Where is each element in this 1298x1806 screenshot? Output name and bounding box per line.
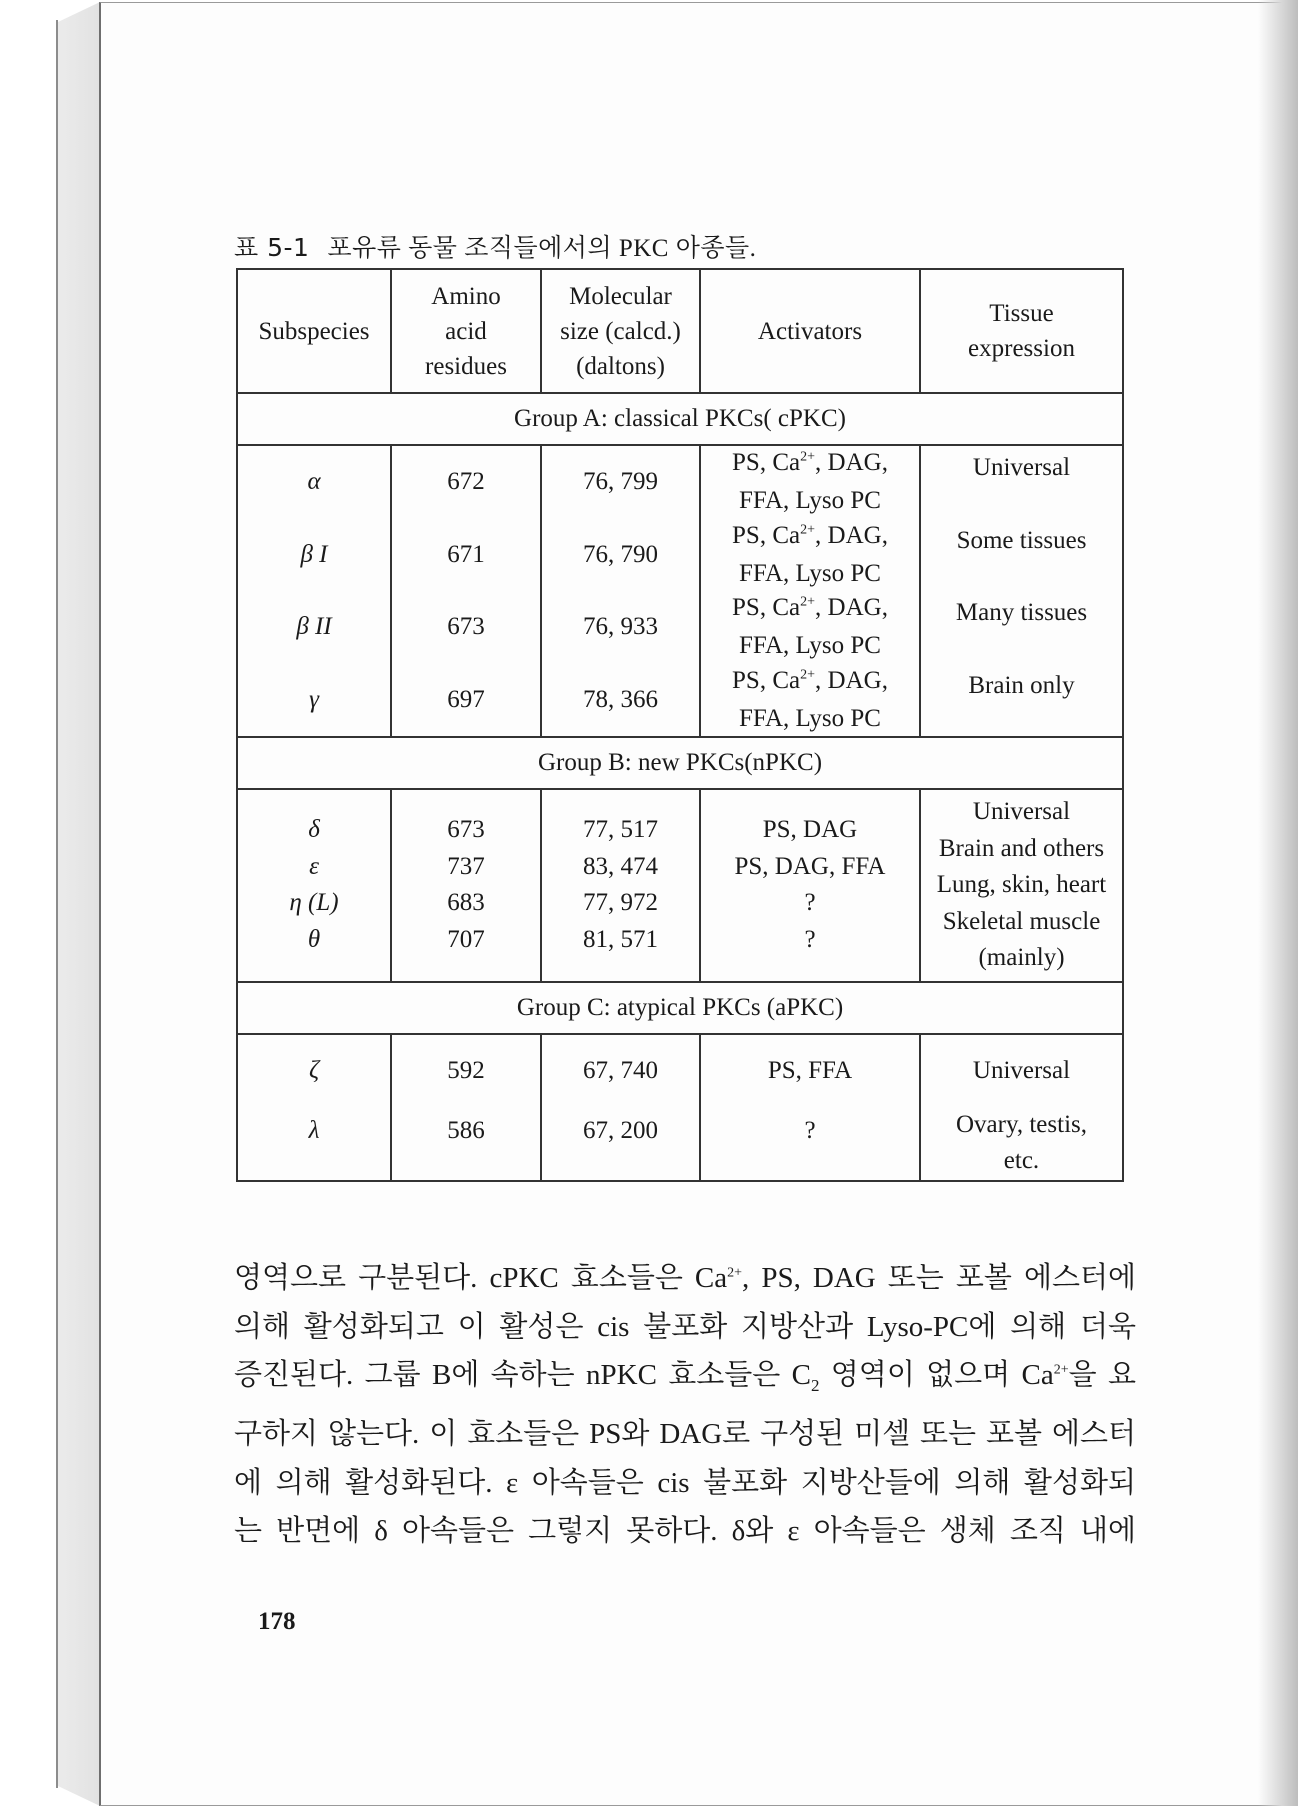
group-a-subspecies: α β I β II γ	[237, 445, 391, 737]
group-b-label: Group B: new PKCs(nPKC)	[237, 737, 1123, 789]
group-c-size: 67, 740 67, 200	[541, 1034, 700, 1181]
book-spine-edge	[56, 20, 58, 1788]
group-b-size: 77, 517 83, 474 77, 972 81, 571	[541, 789, 700, 982]
body-line-3: 증진된다. 그룹 B에 속하는 nPKC 효소들은 $C_2$ 영역이 없으며 $Ca^{2+}$을 요	[234, 1359, 1136, 1395]
body-paragraph	[234, 1254, 1136, 1556]
group-a-amino: 672 671 673 697	[391, 445, 541, 737]
header-molecular: Molecular size (calcd.) (daltons)	[541, 269, 700, 393]
group-a-data	[237, 445, 1123, 737]
header-tissue: Tissue expression	[920, 269, 1123, 393]
pkc-table	[236, 268, 1124, 1182]
group-c-label: Group C: atypical PKCs (aPKC)	[237, 982, 1123, 1034]
page-edge-shadow	[1258, 0, 1298, 1806]
group-b-data	[237, 789, 1123, 982]
caption-title: 포유류 동물 조직들에서의 PKC 아종들.	[327, 235, 757, 262]
group-c-row	[237, 982, 1123, 1034]
book-spine	[0, 0, 100, 1806]
group-b-subspecies: δ ε η (L) θ	[237, 789, 391, 982]
group-c-amino: 592 586	[391, 1034, 541, 1181]
group-a-row	[237, 393, 1123, 445]
body-line-4: 구하지 않는다. 이 효소들은 PS와 DAG로 구성된 미셀 또는 포볼 에스터	[234, 1418, 1136, 1451]
group-a-tissue: Universal Some tissues Many tissues Brain only	[920, 445, 1123, 737]
group-b-row	[237, 737, 1123, 789]
header-row	[237, 269, 1123, 393]
body-line-2: 의해 활성화되고 이 활성은 cis 불포화 지방산과 Lyso-PC에 의해 더욱	[234, 1310, 1136, 1343]
body-line-5: 에 의해 활성화된다. ε 아속들은 cis 불포화 지방산들에 의해 활성화되	[234, 1466, 1136, 1499]
body-line-1: 영역으로 구분된다. cPKC 효소들은 $Ca^{2+}$, PS, DAG 또는 포볼 에스터에	[234, 1262, 1137, 1294]
group-c-data	[237, 1034, 1123, 1181]
group-b-activators: PS, DAG PS, DAG, FFA ? ?	[700, 789, 920, 982]
group-c-subspecies: ζ λ	[237, 1034, 391, 1181]
group-a-activators: PS, $Ca^{2+}$, DAG, FFA, Lyso PC PS, $Ca^{2+}$, DAG, FFA, Lyso PC PS, $Ca^{2+}$, DAG, FFA, Lyso PC PS, $Ca^{2+}$, DAG, FFA, Lyso PC	[700, 445, 920, 737]
group-a-size: 76, 799 76, 790 76, 933 78, 366	[541, 445, 700, 737]
header-activators: Activators	[700, 269, 920, 393]
page-number: 178	[258, 1608, 296, 1635]
group-c-activators: PS, FFA ?	[700, 1034, 920, 1181]
group-a-label: Group A: classical PKCs( cPKC)	[237, 393, 1123, 445]
group-b-tissue: Universal Brain and others Lung, skin, heart Skeletal muscle (mainly)	[920, 789, 1123, 982]
table-caption	[234, 228, 756, 264]
group-b-amino: 673 737 683 707	[391, 789, 541, 982]
caption-number: 표 5-1	[234, 233, 310, 262]
header-amino: Amino acid residues	[391, 269, 541, 393]
header-subspecies: Subspecies	[237, 269, 391, 393]
group-c-tissue: Universal Ovary, testis, etc.	[920, 1034, 1123, 1181]
body-line-6: 는 반면에 δ 아속들은 그렇지 못하다. δ와 ε 아속들은 생체 조직 내에	[234, 1515, 1136, 1548]
